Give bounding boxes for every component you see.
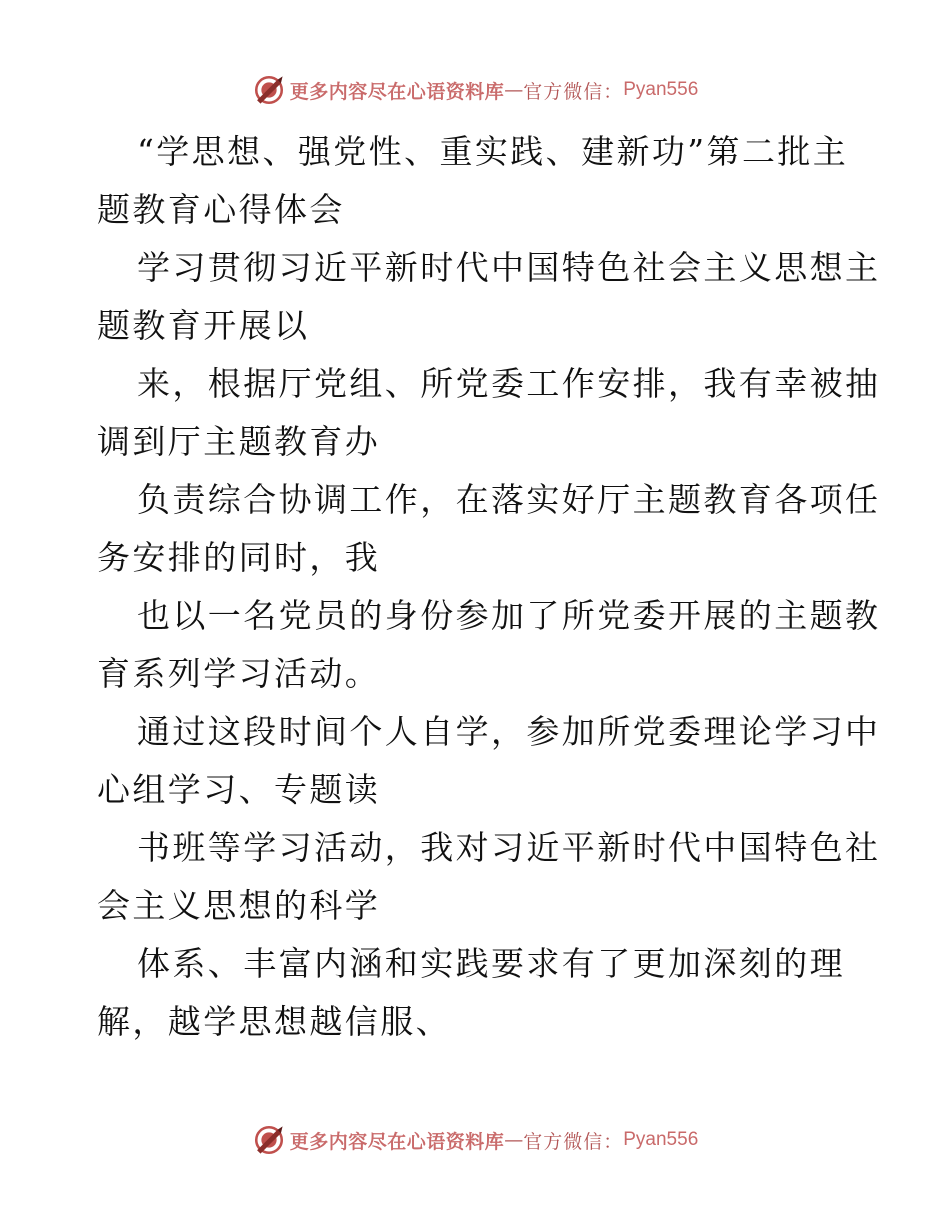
banner-wechat-label: 官方微信： xyxy=(523,80,624,103)
paragraph-line: 负责综合协调工作，在落实好厅主题教育各项任 xyxy=(137,480,881,519)
paragraph-line: 会主义思想的科学 xyxy=(97,886,381,925)
paragraph-line: 体系、丰富内涵和实践要求有了更加深刻的理 xyxy=(137,944,845,983)
title-line: 题教育心得体会 xyxy=(97,190,345,229)
footer-banner xyxy=(0,1120,950,1160)
banner-dash: — xyxy=(504,79,524,101)
paragraph-line: 书班等学习活动，我对习近平新时代中国特色社 xyxy=(137,828,881,867)
banner-dash: — xyxy=(504,1129,524,1151)
document-body xyxy=(97,123,881,1051)
pen-seal-logo-icon xyxy=(252,73,286,107)
paragraph-line: 心组学习、专题读 xyxy=(97,770,381,809)
banner-wechat-id: Pyan556 xyxy=(623,1129,699,1150)
paragraph-line: 育系列学习活动。 xyxy=(97,654,381,693)
paragraph-line: 题教育开展以 xyxy=(97,306,310,345)
banner-wechat-label: 官方微信： xyxy=(523,1130,624,1153)
banner-wechat-id: Pyan556 xyxy=(623,79,699,100)
paragraph-line: 务安排的同时，我 xyxy=(97,538,381,577)
paragraph-line: 也以一名党员的身份参加了所党委开展的主题教 xyxy=(137,596,881,635)
paragraph-line: 调到厅主题教育办 xyxy=(97,422,381,461)
title-line: “学思想、强党性、重实践、建新功”第二批主 xyxy=(137,132,849,171)
paragraph-line: 通过这段时间个人自学，参加所党委理论学习中 xyxy=(137,712,881,751)
banner-slogan: 更多内容尽在心语资料库 xyxy=(289,1130,505,1153)
paragraph-line: 解，越学思想越信服、 xyxy=(97,1002,451,1041)
paragraph-line: 来，根据厅党组、所党委工作安排，我有幸被抽 xyxy=(137,364,881,403)
header-banner xyxy=(0,70,950,110)
paragraph-line: 学习贯彻习近平新时代中国特色社会主义思想主 xyxy=(137,248,881,287)
banner-slogan: 更多内容尽在心语资料库 xyxy=(289,80,505,103)
pen-seal-logo-icon xyxy=(252,1123,286,1157)
